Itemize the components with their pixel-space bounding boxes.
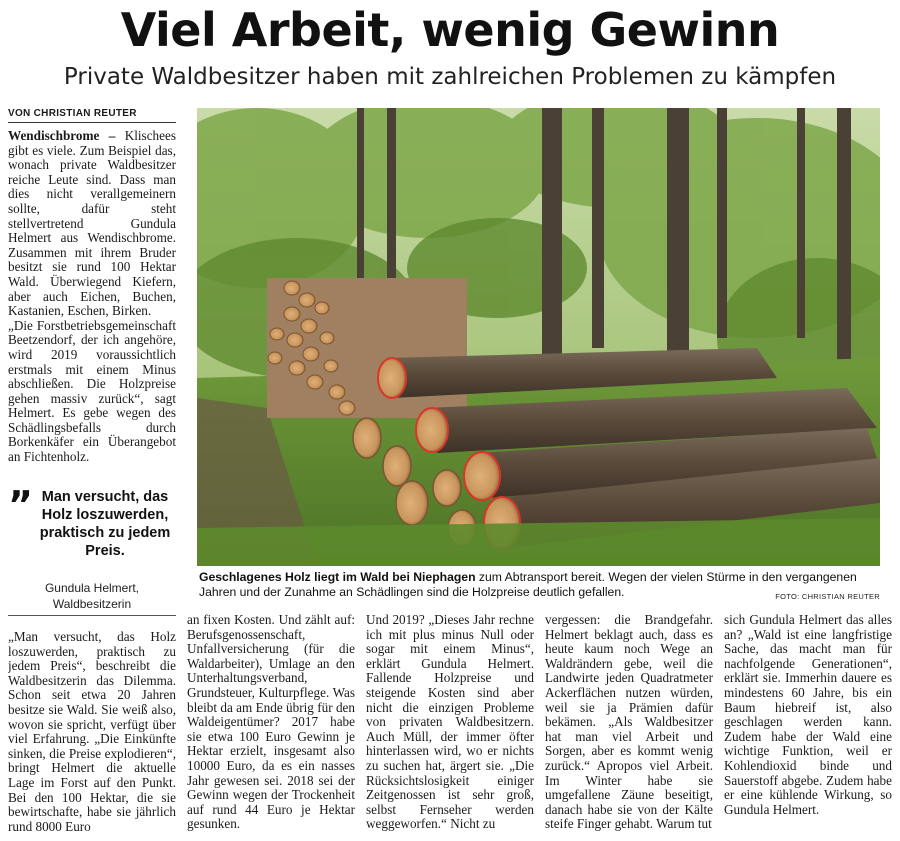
body-column-1 (8, 630, 176, 838)
body-column-2 (187, 613, 355, 838)
pullquote-text: Man versucht, das Holz loszuwerden, praktisch zu jedem Preis. (39, 489, 171, 559)
photo-caption-text: zum Abtransport bereit. Wegen der vielen Stürme in den vergangenen Jahren und der Zunahme an Schädlingen sind die Holzpreise deutlich gefallen. (199, 570, 857, 599)
body-text-2: an fixen Kosten. Und zählt auf: Berufsgenossenschaft, Unfallversicherung (für die Waldarbeiter), Umlage an den Unterhaltungsverband, Grundsteuer, Kulturpflege. Was bleibt da am Ende übrig für den Waldeigentümer? 2017 habe sie etwa 100 Euro Gewinn je Hektar erzielt, insgesamt also 10000 Euro, da es ein nasses Jahr gewesen sei. 2018 sei der Gewinn wegen der Trockenheit auf rund 44 Euro je Hektar gesunken. (187, 613, 355, 832)
pullquote-author (8, 580, 176, 612)
body-text-4: vergessen: die Brandgefahr. Helmert beklagt auch, dass es heute kaum noch Wege an Waldrändern gebe, weil die Landwirte jeden Quadratmeter Ackerflächen nutzen würden, weil sie ja Prämien dafür bekämen. „Als Waldbesitzer hat man viel Arbeit und Sorgen, aber es kommt wenig zurück.“ Apropos viel Arbeit. Im Winter habe sie umgefallene Zäune beseitigt, danach habe sie von der Kälte steife Finger gehabt. Warum tut (545, 613, 713, 832)
dateline: Wendischbrome – (8, 129, 116, 143)
pullquote-author-role: Waldbesitzerin (52, 597, 132, 611)
lead-paragraph-1 (8, 129, 176, 319)
pullquote-divider (8, 615, 176, 616)
body-text-3: Und 2019? „Dieses Jahr rechne ich mit plus minus Null oder sogar mit einem Minus“, erklärt Gundula Helmert. Fallende Holzpreise und steigende Kosten sind aber nicht die einzigen Probleme von privaten Waldbesitzern. Auch Müll, der immer öfter hinterlassen wird, wo er nichts zu suchen hat, ärgert sie. „Die Rücksichtslosigkeit einiger Zeitgenossen ist sehr groß, selbst Fernseher werden weggeworfen.“ Nicht zu (366, 613, 534, 832)
subheadline: Private Waldbesitzer haben mit zahlreichen Problemen zu kämpfen (63, 64, 837, 90)
body-column-3 (366, 613, 534, 838)
photo-caption-bold: Geschlagenes Holz liegt im Wald bei Niephagen (199, 570, 476, 584)
headline: Viel Arbeit, wenig Gewinn (120, 3, 780, 57)
body-text-1: „Man versucht, das Holz loszuwerden, praktisch zu jedem Preis“, beschreibt die Waldbesitzerin das Dilemma. Schon seit etwa 20 Jahren besitze sie Wald. Sie weiß also, wovon sie spricht, verfügt über viel Erfahrung. „Die Einkünfte sinken, die Preise explodieren“, bringt Helmert die aktuelle Lage im Forst auf den Punkt. Bei den 100 Hektar, die sie bewirtschafte, habe sie jährlich rund 8000 Euro (8, 630, 176, 834)
pullquote-author-name: Gundula Helmert, (44, 581, 140, 595)
quote-mark-icon: ” (8, 483, 33, 527)
body-column-4 (545, 613, 713, 838)
pullquote (8, 483, 176, 612)
lead-column (8, 129, 176, 474)
body-column-5 (724, 613, 892, 838)
article-photo (197, 108, 880, 566)
lead-paragraph-2: „Die Forstbetriebsgemeinschaft Beetzendorf, der ich angehöre, wird 2019 voraussichtlich erstmals mit einem Minus abschließen. Die Holzpreise gehen massiv zurück“, sagt Helmert. Es gebe wegen des Schädlingsbefalls durch Borkenkäfer ein Überangebot an Fichtenholz. (8, 317, 176, 465)
lead-text-1: Klischees gibt es viele. Zum Beispiel das, wonach private Waldbesitzer reiche Leute sind. Dass man dies nicht verallgemeinern sollte, dafür steht stellvertretend Gundula Helmert aus Wendischbrome. Zusammen mit ihrem Bruder besitzt sie rund 100 Hektar Wald. Überwiegend Kiefern, aber auch Eichen, Buchen, Kastanien, Eschen, Birken. (8, 129, 176, 319)
photo-credit: FOTO: CHRISTIAN REUTER (775, 592, 880, 601)
forest-log-pile-image (197, 108, 880, 566)
body-text-5: sich Gundula Helmert das alles an? „Wald ist eine langfristige Sache, das macht man für nachfolgende Generationen“, erklärt sie. Immerhin dauere es mindestens 60 Jahre, bis ein Baum hiebreif ist, also geschlagen werden kann. Zudem habe der Wald eine wichtige Funktion, weil er Kohlendioxid binde und Sauerstoff abgebe. Zudem habe er eine kühlende Wirkung, so Gundula Helmert. (724, 613, 892, 817)
byline: VON CHRISTIAN REUTER (8, 108, 176, 123)
